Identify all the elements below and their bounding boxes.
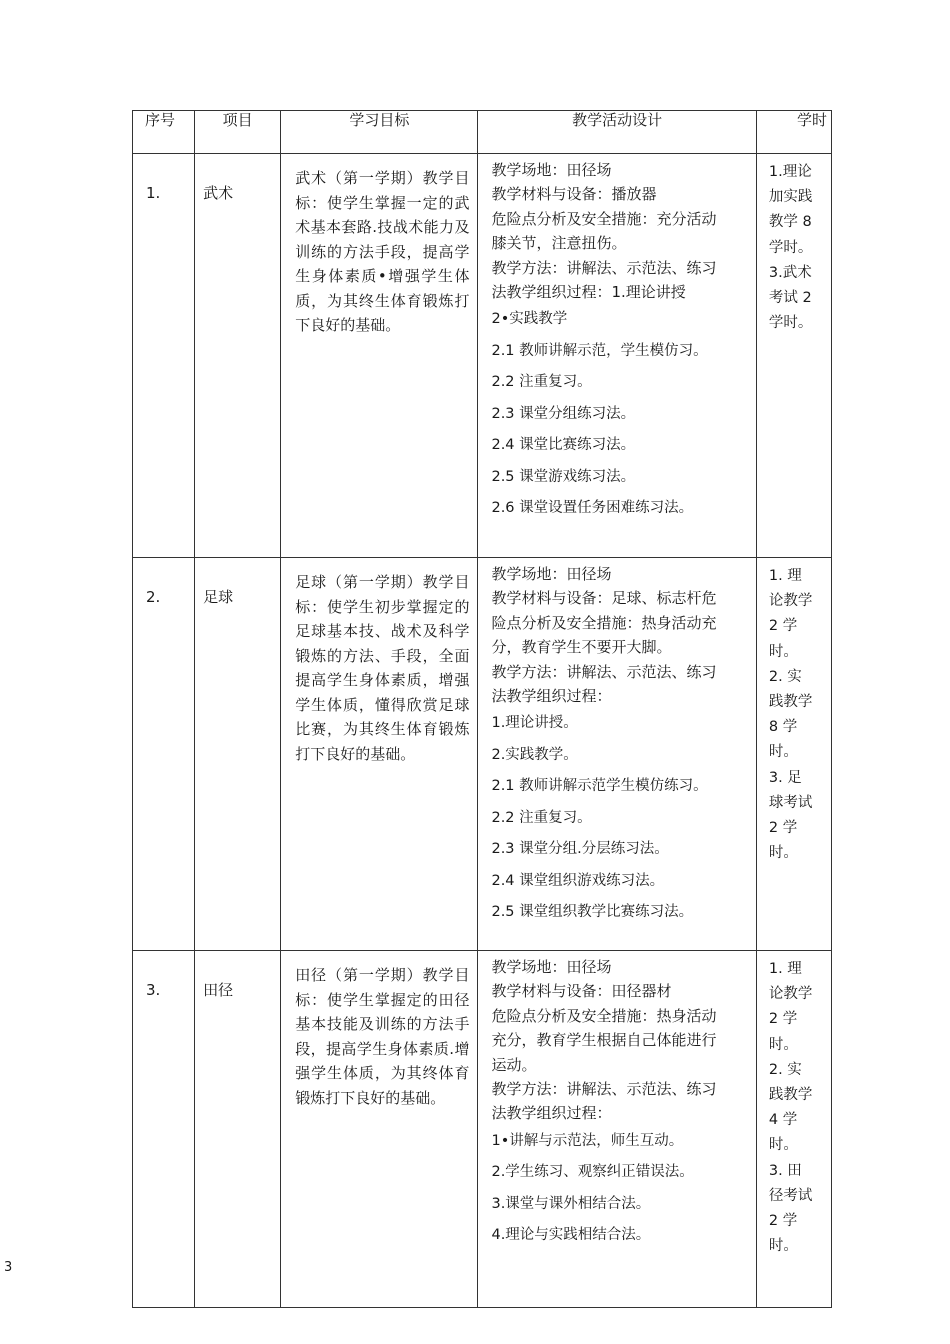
table-row [133,951,832,1308]
row-item: 田径 [195,951,281,1308]
table-row [133,558,832,951]
row-goal: 足球（第一学期）教学目标：使学生初步掌握定的足球基本技、战术及科学锻炼的方法、手段，全面提高学生身体素质，增强学生体质，懂得欣赏足球比赛，为其终生体育锻炼打下良好的基础。 [281,558,478,951]
row-activity: 教学场地：田径场 教学材料与设备：播放器 危险点分析及安全措施：充分活动 膝关节，注意扭伤。 教学方法：讲解法、示范法、练习 法教学组织过程：1.理论讲授 2•实践教学 2.1 教师讲解示范，学生模仿习。 2.2 注重复习。 2.3 课堂分组练习法。 2.4 课堂比赛练习法。 2.5 课堂游戏练习法。 2.6 课堂设置任务困难练习法。 [478,154,756,558]
table-header-row [133,111,832,154]
row-number: 3. [133,951,195,1308]
row-item: 足球 [195,558,281,951]
row-goal: 武术（第一学期）教学目标：使学生掌握一定的武术基本套路.技战术能力及训练的方法手段，提高学生身体素质•增强学生体质，为其终生体育锻炼打下良好的基础。 [281,154,478,558]
table-row [133,154,832,558]
row-activity: 教学场地：田径场 教学材料与设备：田径器材 危险点分析及安全措施：热身活动 充分，教育学生根据自己体能进行 运动。 教学方法：讲解法、示范法、练习 法教学组织过程： 1•讲解与示范法，师生互动。 2.学生练习、观察纠正错误法。 3.课堂与课外相结合法。 4.理论与实践相结合法。 [478,951,756,1308]
header-hours: 学时 [756,111,831,154]
row-hours: 1.理论 加实践 教学 8 学时。 3.武术 考试 2 学时。 [756,154,831,558]
row-hours: 1. 理 论教学 2 学 时。 2. 实 践教学 8 学 时。 3. 足 球考试 2 学 时。 [756,558,831,951]
row-hours: 1. 理 论教学 2 学 时。 2. 实 践教学 4 学 时。 3. 田 径考试 2 学 时。 [756,951,831,1308]
row-number: 2. [133,558,195,951]
row-number: 1. [133,154,195,558]
page-number: 3 [4,1260,13,1275]
row-item: 武术 [195,154,281,558]
header-activity: 教学活动设计 [478,111,756,154]
header-item: 项目 [195,111,281,154]
header-no: 序号 [133,111,195,154]
row-activity: 教学场地：田径场 教学材料与设备：足球、标志杆危 险点分析及安全措施：热身活动充 分，教育学生不要开大脚。 教学方法：讲解法、示范法、练习 法教学组织过程： 1.理论讲授。 2.实践教学。 2.1 教师讲解示范学生模仿练习。 2.2 注重复习。 2.3 课堂分组.分层练习法。 2.4 课堂组织游戏练习法。 2.5 课堂组织教学比赛练习法。 [478,558,756,951]
teaching-plan-table [132,110,832,1308]
row-goal: 田径（第一学期）教学目标：使学生掌握定的田径基本技能及训练的方法手段，提高学生身体素质.增强学生体质，为其终体育锻炼打下良好的基础。 [281,951,478,1308]
header-goal: 学习目标 [281,111,478,154]
